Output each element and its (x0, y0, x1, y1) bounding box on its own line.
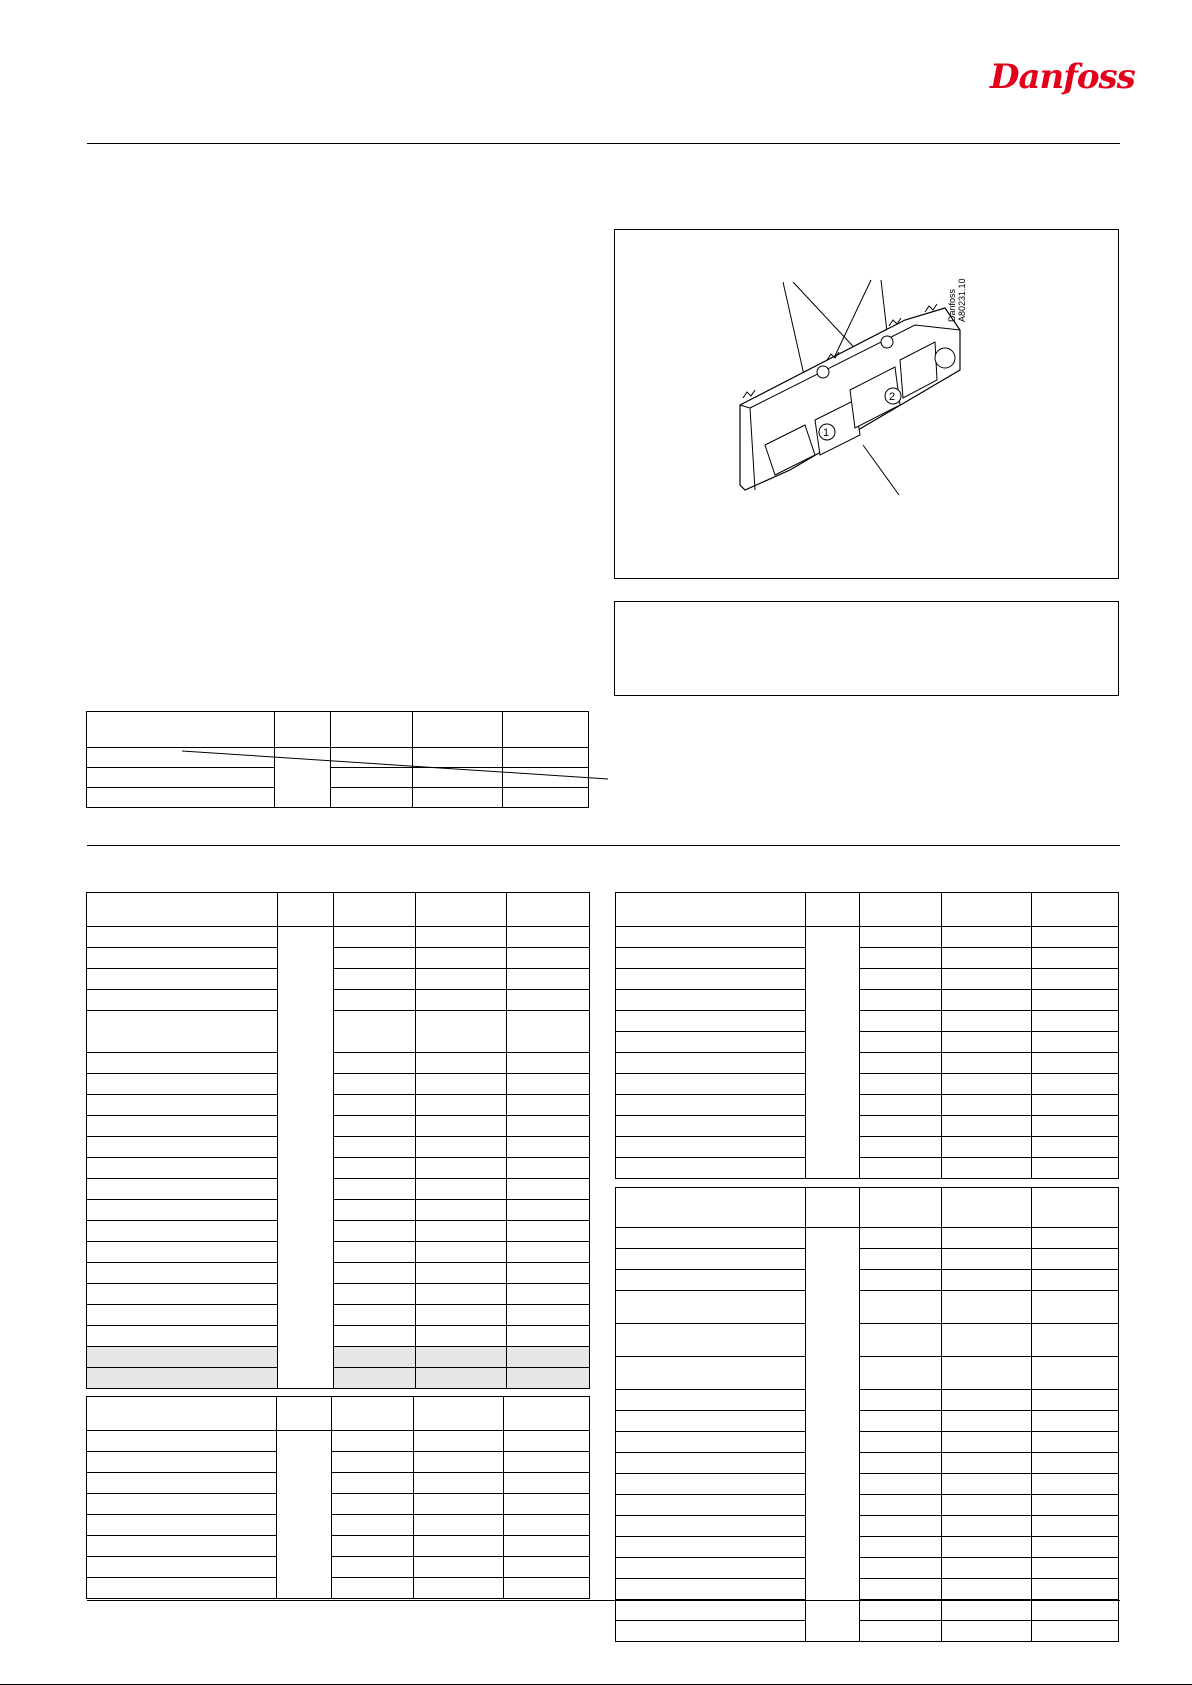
strike-line (170, 745, 610, 781)
table-row-shaded (87, 1368, 590, 1389)
table-row (87, 1326, 590, 1347)
table-row (87, 1179, 590, 1200)
callout-2: 2 (889, 391, 896, 403)
table-row (616, 990, 1119, 1011)
table-row (616, 1291, 1119, 1324)
danfoss-logo (990, 52, 1135, 102)
table-row (87, 990, 590, 1011)
table-row (616, 1270, 1119, 1291)
table-row (87, 1011, 590, 1053)
table-header-row (87, 893, 590, 927)
footer-rule (87, 1600, 1120, 1601)
table-header-row (87, 1397, 590, 1431)
table-row (616, 1411, 1119, 1432)
table-row (87, 1200, 590, 1221)
table-row (87, 1473, 590, 1494)
table-row (616, 927, 1119, 948)
table-row (616, 1095, 1119, 1116)
table-row (616, 948, 1119, 969)
table-row (616, 1158, 1119, 1179)
table-row (616, 1495, 1119, 1516)
table-row (87, 1431, 590, 1452)
table-row (616, 969, 1119, 990)
table-row (616, 1600, 1119, 1621)
table-row (616, 1579, 1119, 1600)
table-row (616, 1116, 1119, 1137)
table-row (616, 1621, 1119, 1642)
table-row (87, 1053, 590, 1074)
table-row (87, 1305, 590, 1326)
table-row (87, 1074, 590, 1095)
table-row (87, 1515, 590, 1536)
table-row (87, 1452, 590, 1473)
table-row (616, 1516, 1119, 1537)
table-row (87, 1494, 590, 1515)
table-header-row (616, 1188, 1119, 1228)
figure-box (614, 229, 1119, 579)
valve-assembly-drawing (615, 230, 1120, 580)
table-row (616, 1137, 1119, 1158)
table-row (87, 1536, 590, 1557)
header-rule (87, 143, 1120, 144)
table-4 (615, 892, 1119, 1179)
table-row (87, 969, 590, 990)
note-box (614, 601, 1119, 696)
table-row (616, 1390, 1119, 1411)
table-row (87, 1095, 590, 1116)
table-row (616, 1474, 1119, 1495)
table-row (616, 1453, 1119, 1474)
logo-wordmark: Danfoss (990, 57, 1135, 97)
table-row-shaded (87, 1347, 590, 1368)
table-row (87, 788, 589, 808)
table-row (616, 1357, 1119, 1390)
table-row (616, 1053, 1119, 1074)
table-row (616, 1249, 1119, 1270)
table-5 (615, 1187, 1119, 1642)
table-row (616, 1032, 1119, 1053)
table-row (616, 1011, 1119, 1032)
table-row (87, 1578, 590, 1599)
table-row (616, 1228, 1119, 1249)
table-row (616, 1558, 1119, 1579)
table-row (87, 1242, 590, 1263)
section-rule (87, 845, 1120, 846)
table-row (87, 1284, 590, 1305)
table-row (616, 1537, 1119, 1558)
table-row (87, 1263, 590, 1284)
table-row (87, 1158, 590, 1179)
table-row (87, 1557, 590, 1578)
table-row (87, 927, 590, 948)
table-row (616, 1324, 1119, 1357)
table-header-row (616, 893, 1119, 927)
table-row (87, 1116, 590, 1137)
table-row (87, 948, 590, 969)
table-row (616, 1432, 1119, 1453)
table-header-row (87, 712, 589, 748)
table-row (87, 1137, 590, 1158)
figure-code-label: Danfoss A80231.10 (947, 278, 967, 322)
callout-1: 1 (823, 427, 830, 439)
table-row (87, 1221, 590, 1242)
table-3 (86, 1396, 590, 1599)
table-2 (86, 892, 590, 1389)
table-row (616, 1074, 1119, 1095)
